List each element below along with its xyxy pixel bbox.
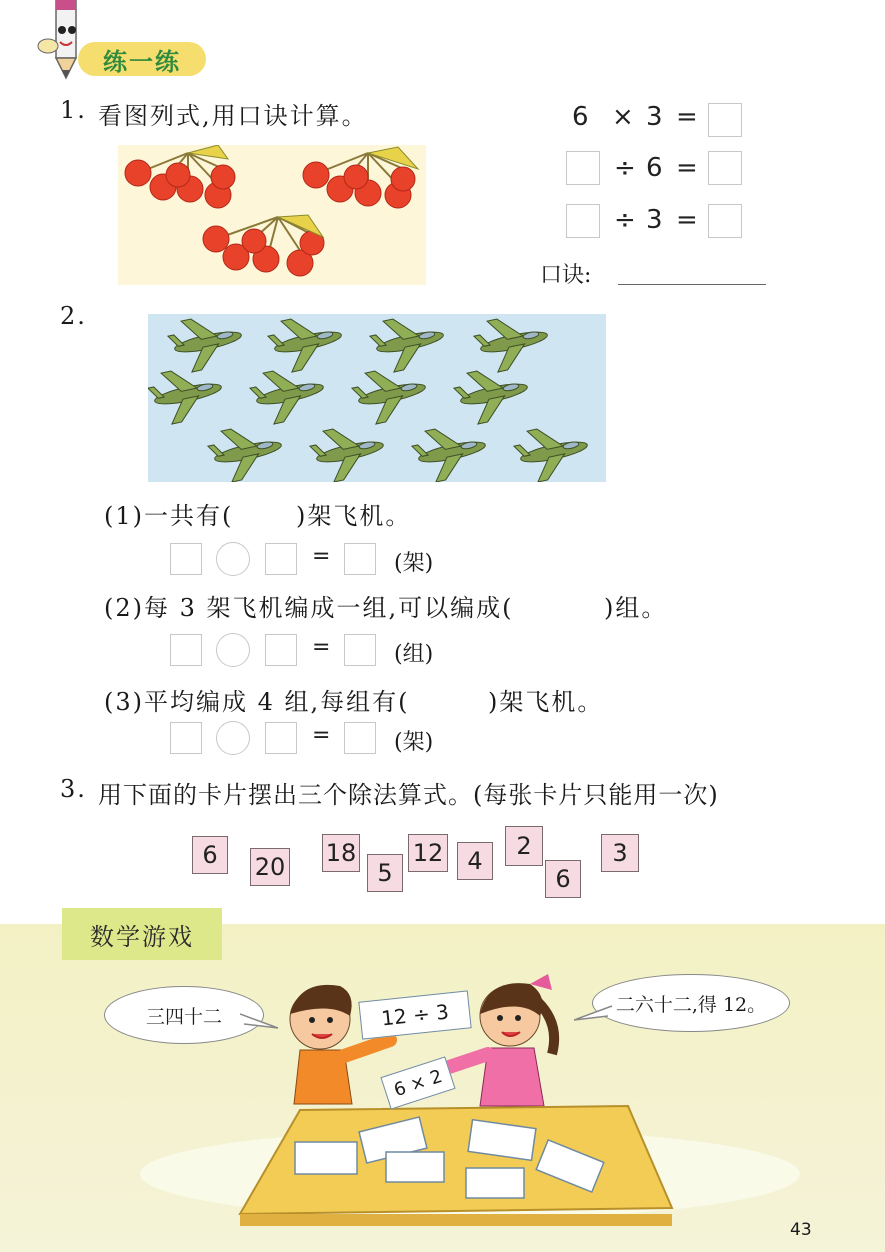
q2-sub2-suffix: )组。 [604, 594, 668, 622]
section-header [34, 0, 194, 85]
q2-sub3-box-a[interactable] [170, 722, 202, 754]
game-title: 数学游戏 [62, 908, 222, 960]
q2-sub1-prefix: (1)一共有( [104, 502, 234, 530]
speech-bubble-right: 二六十二,得 12。 [592, 974, 790, 1032]
q1-eq3-answer-box[interactable] [708, 204, 742, 238]
q1-eq1-b: 3 [646, 102, 663, 132]
number-card[interactable]: 2 [505, 826, 543, 866]
q2-sub2-unit: (组) [394, 642, 434, 667]
q1-number: 1. [60, 96, 87, 124]
page-number: 43 [790, 1220, 812, 1240]
q2-sub1-suffix: )架飞机。 [296, 502, 412, 530]
q2-sub3-prefix: (3)平均编成 4 组,每组有( [104, 688, 410, 716]
q2-sub3-unit: (架) [394, 730, 434, 755]
q1-eq2-eq: = [676, 153, 698, 183]
q1-eq1-eq: = [676, 102, 698, 132]
q2-sub1-operator-circle[interactable] [216, 542, 250, 576]
q2-sub1-box-a[interactable] [170, 543, 202, 575]
speech-bubble-left: 三四十二 [104, 986, 264, 1044]
q2-number: 2. [60, 302, 87, 330]
q2-sub2-box-a[interactable] [170, 634, 202, 666]
number-card[interactable]: 12 [408, 834, 448, 872]
q2-sub1-eq: = [312, 544, 331, 569]
q3-text: 用下面的卡片摆出三个除法算式。(每张卡片只能用一次) [98, 781, 719, 809]
q1-eq2-blank-box[interactable] [566, 151, 600, 185]
q2-sub3-suffix: )架飞机。 [488, 688, 604, 716]
cherries-image [118, 145, 426, 285]
q2-sub2-box-b[interactable] [265, 634, 297, 666]
q1-eq3-op: ÷ [614, 205, 636, 235]
q1-eq3-blank-box[interactable] [566, 204, 600, 238]
q1-text: 看图列式,用口诀计算。 [98, 102, 368, 130]
q2-sub3-eq: = [312, 723, 331, 748]
number-card[interactable]: 3 [601, 834, 639, 872]
header-title: 练一练 [78, 42, 206, 76]
q1-eq2-op: ÷ [614, 153, 636, 183]
q2-sub2-prefix: (2)每 3 架飞机编成一组,可以编成( [104, 594, 514, 622]
q2-sub3-box-b[interactable] [265, 722, 297, 754]
number-card[interactable]: 6 [545, 860, 581, 898]
q2-sub1-unit: (架) [394, 551, 434, 576]
q1-eq2-answer-box[interactable] [708, 151, 742, 185]
number-card[interactable]: 6 [192, 836, 228, 874]
number-card[interactable]: 18 [322, 834, 360, 872]
q1-eq3-eq: = [676, 205, 698, 235]
q1-koujue-label: 口诀: [540, 263, 592, 288]
q1-eq3-b: 3 [646, 205, 663, 235]
number-card[interactable]: 4 [457, 842, 493, 880]
number-card[interactable]: 20 [250, 848, 290, 886]
q1-eq1-a: 6 [572, 102, 589, 132]
q1-koujue-line[interactable] [618, 284, 766, 285]
q2-sub3-answer-box[interactable] [344, 722, 376, 754]
q1-eq1-answer-box[interactable] [708, 103, 742, 137]
q2-sub3-operator-circle[interactable] [216, 721, 250, 755]
division-card: 12 ÷ 3 [358, 990, 471, 1039]
multiplication-card: 6 × 2 [380, 1056, 455, 1109]
q3-number: 3. [60, 775, 87, 803]
q1-eq2-b: 6 [646, 153, 663, 183]
q2-sub2-answer-box[interactable] [344, 634, 376, 666]
q1-eq1-op: × [612, 102, 634, 132]
q2-sub2-eq: = [312, 635, 331, 660]
airplanes-image [148, 314, 606, 482]
q2-sub2-operator-circle[interactable] [216, 633, 250, 667]
q2-sub1-box-b[interactable] [265, 543, 297, 575]
q2-sub1-answer-box[interactable] [344, 543, 376, 575]
number-card[interactable]: 5 [367, 854, 403, 892]
